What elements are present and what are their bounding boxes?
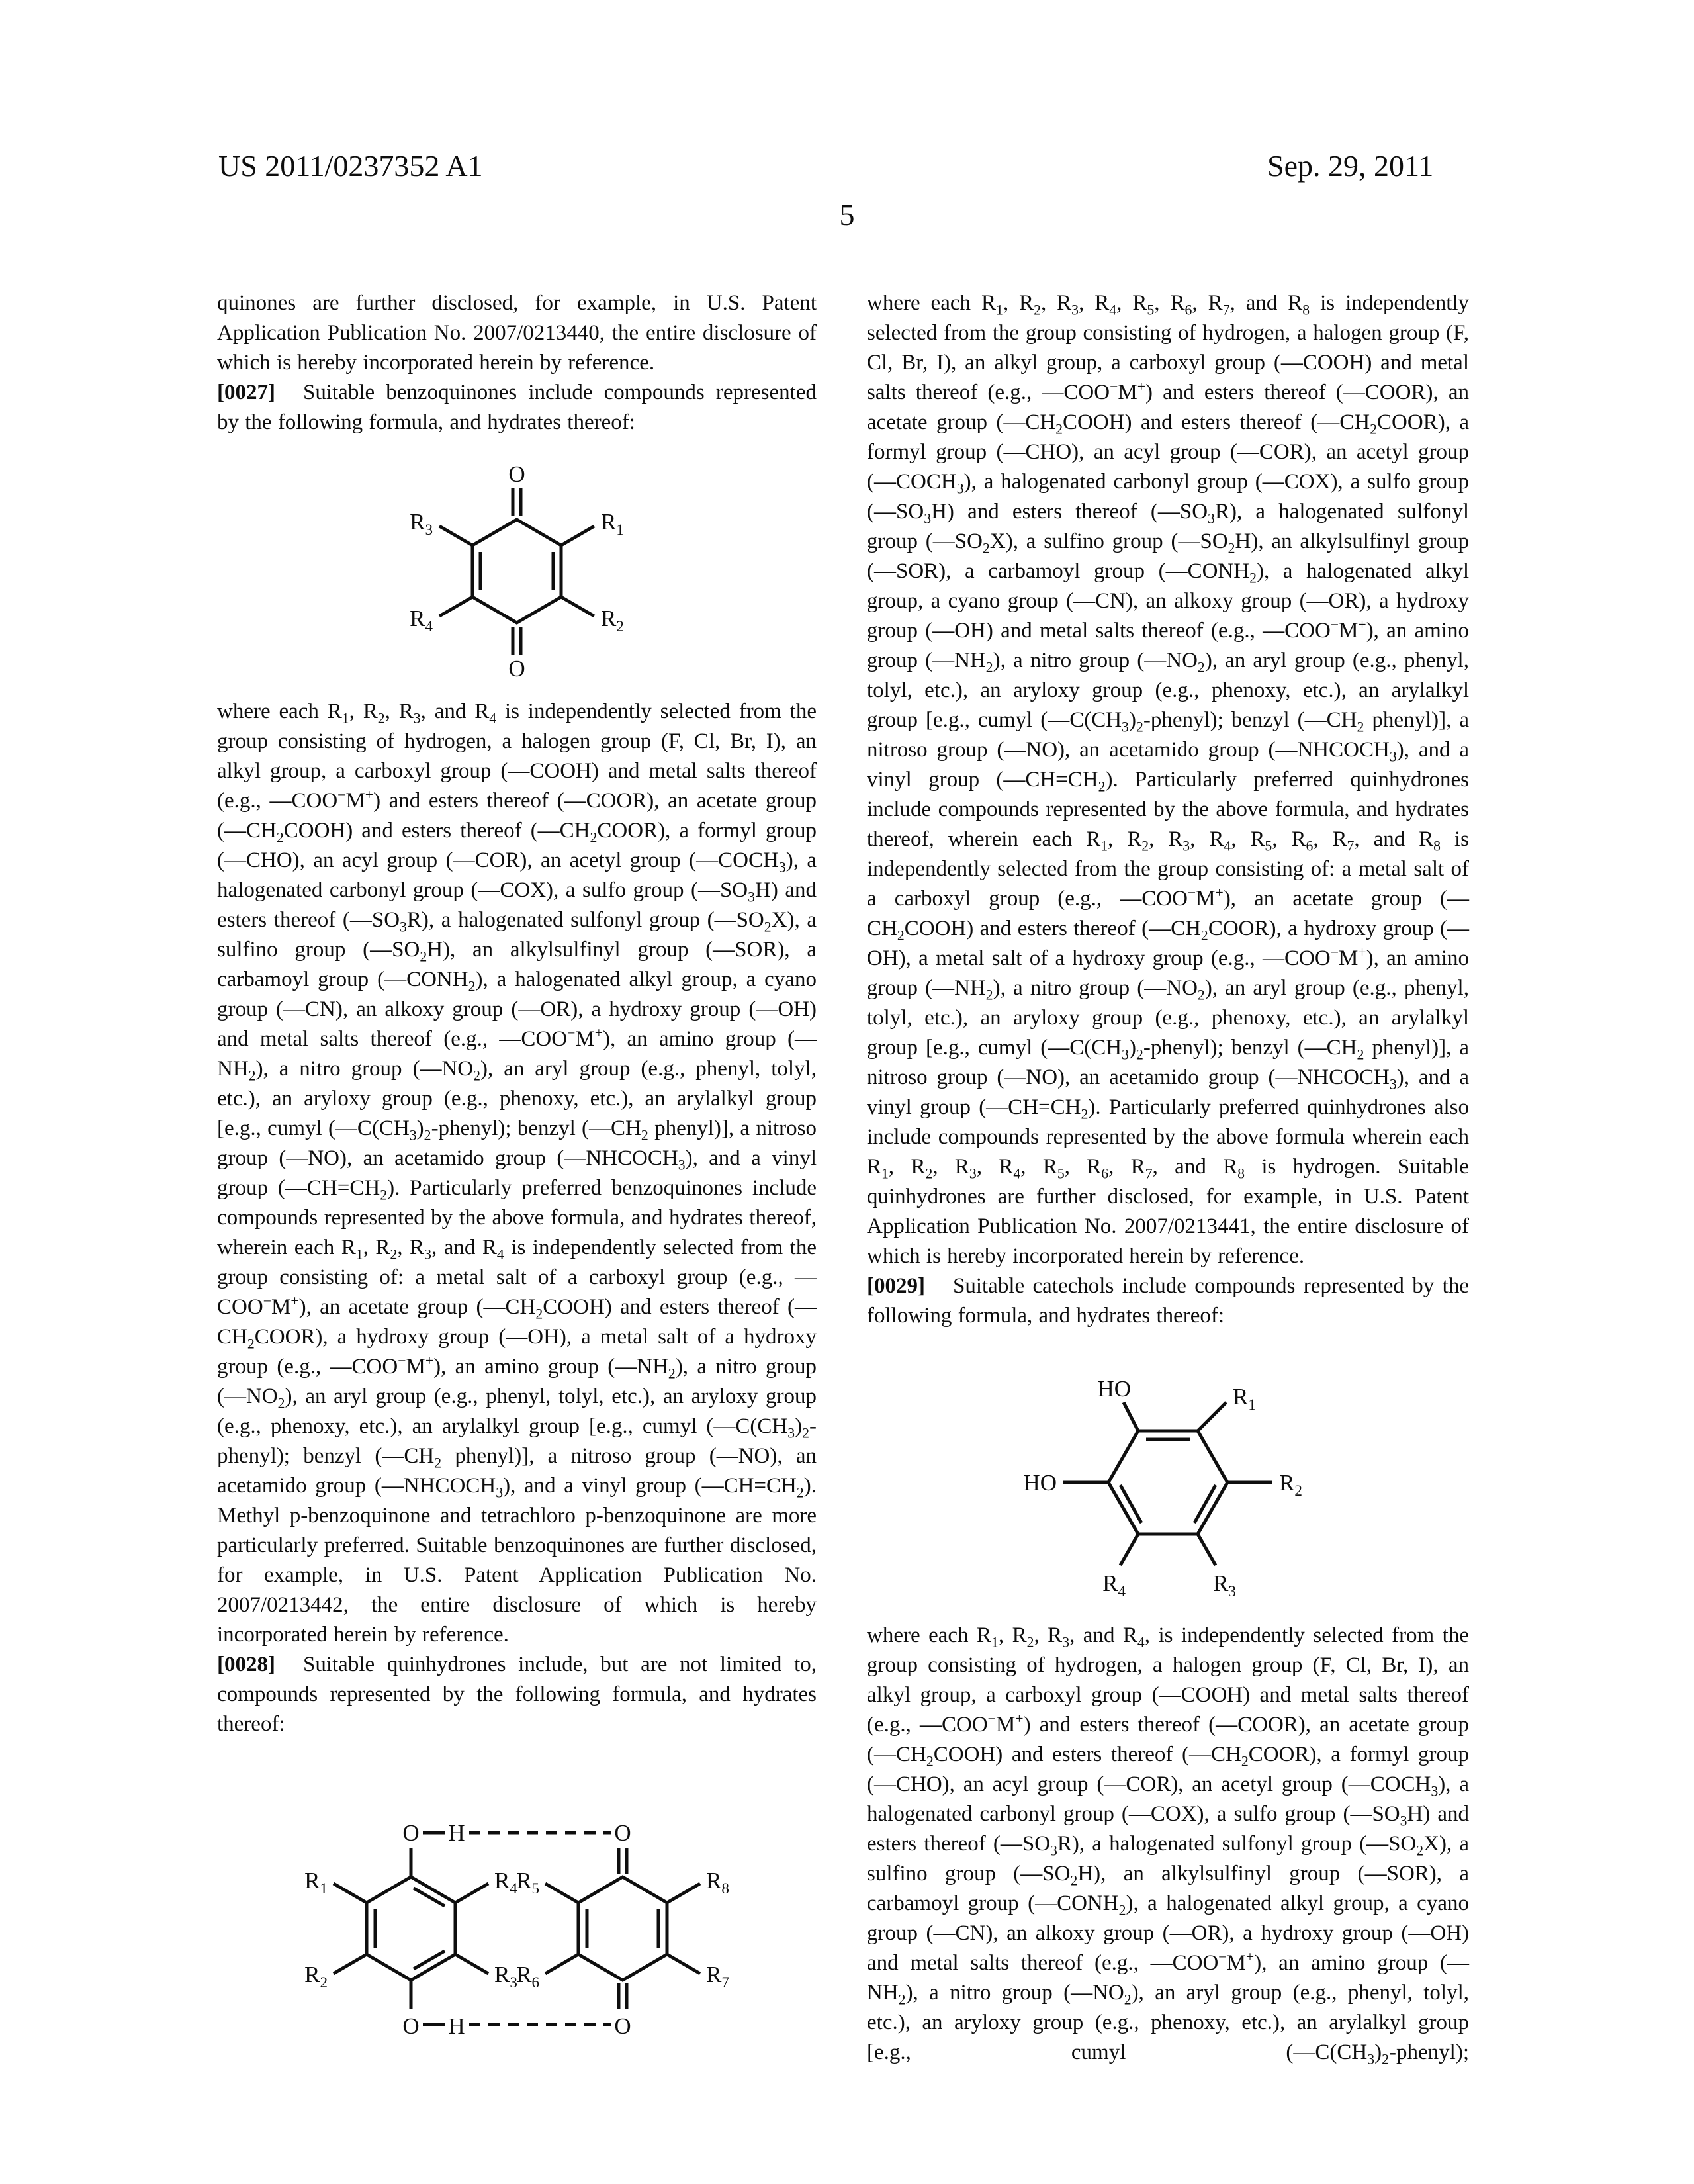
substituent-label-r1: $R_1$ — [601, 509, 624, 538]
paragraph-substituents-benzoquinone: where each $R_1$, $R_2$, $R_3$, and $R_4$ is independently selected from the group consisting of hydrogen, a halogen group (F, Cl, Br, I), an alkyl group, a carboxyl group (—COOH) and metal salts thereof (e.g., —COO−M+) and esters thereof (—COOR), an acetate group $(—CH_2COOH)$ and esters thereof $(—CH_2COOR)$, a formyl group (—CHO), an acyl group (—COR), an acetyl group $(—COCH_3)$, a halogenated carbonyl group (—COX), a sulfo group $(—SO_3H)$ and esters thereof $(—SO_3R)$, a halogenated sulfonyl group $(—SO_2X)$, a sulfino group $(—SO_2H)$, an alkylsulfinyl group (—SOR), a carbamoyl group $(—CONH_2)$, a halogenated alkyl group, a cyano group (—CN), an alkoxy group (—OR), a hydroxy group (—OH) and metal salts thereof (e.g., —COO−M+), an amino group $(—NH_2)$, a nitro group $(—NO_2)$, an aryl group (e.g., phenyl, tolyl, etc.), an aryloxy group (e.g., phenoxy, etc.), an arylalkyl group [e.g., cumyl $(—C(CH_3)_2-phenyl)$; benzyl ($—CH_2$ phenyl)], a nitroso group (—NO), an acetamido group $(—NHCOCH_3)$, and a vinyl group $(—CH=CH_2)$. Particularly preferred benzoquinones include compounds represented by the above formula, and hydrates thereof, wherein each $R_1$, $R_2$, $R_3$, and $R_4$ is independently selected from the group consisting of: a metal salt of a carboxyl group (e.g., —COO−M+), an acetate group $(—CH_2COOH)$ and esters thereof $(—CH_2COOR)$, a hydroxy group (—OH), a metal salt of a hydroxy group (e.g., —COO−M+), an amino group $(—NH_2)$, a nitro group $(—NO_2)$, an aryl group (e.g., phenyl, tolyl, etc.), an aryloxy group (e.g., phenoxy, etc.), an arylalkyl group [e.g., cumyl $(—C(CH_3)_2-phenyl)$; benzyl ($—CH_2$ phenyl)], a nitroso group (—NO), an acetamido group $(—NHCOCH_3)$, and a vinyl group $(—CH=CH_2)$. Methyl p-benzoquinone and tetrachloro p-benzoquinone are more particularly preferred. Suitable benzoquinones are further disclosed, for example, in U.S. Patent Application Publication No. 2007/0213442, the entire disclosure of which is hereby incorporated herein by reference. — [217, 700, 817, 1647]
substituent-label-r5: $R_5$ — [516, 1868, 539, 1897]
quinhydrone-skeleton — [285, 1770, 748, 2065]
left-column — [217, 289, 817, 2078]
substituent-label-r2: $R_2$ — [601, 606, 624, 635]
substituent-label-r1: $R_1$ — [1233, 1384, 1256, 1413]
oxygen-label-bottom-left: O — [402, 2013, 420, 2039]
paragraph-text: Suitable quinhydrones include, but are not limited to, compounds represented by the following formula, and hydrates thereof: — [217, 1653, 817, 1736]
paragraph-0027 — [217, 378, 817, 437]
paragraph-number: [0028] — [217, 1653, 275, 1676]
benzoquinone-structure — [378, 456, 656, 684]
oxygen-label-top: O — [508, 461, 525, 487]
paragraph-0029 — [867, 1271, 1469, 1331]
oxygen-label-bottom: O — [508, 656, 525, 682]
oxygen-label-bottom-right: O — [614, 2013, 631, 2039]
paragraph-text: Suitable benzoquinones include compounds represented by the following formula, and hydrates thereof: — [217, 381, 817, 434]
right-column — [867, 289, 1469, 2068]
paragraph-0028 — [217, 1650, 817, 1739]
substituent-label-r4: $R_4$ — [494, 1868, 517, 1897]
paragraph-number: [0029] — [867, 1274, 925, 1298]
substituent-label-r4: $R_4$ — [1102, 1570, 1126, 1600]
quinhydrone-structure — [285, 1770, 748, 2065]
substituent-label-r6: $R_6$ — [516, 1962, 539, 1991]
paragraph-substituents-quinhydrone: where each $R_1$, $R_2$, $R_3$, $R_4$, $R_5$, $R_6$, $R_7$, and $R_8$ is independently selected from the group consisting of hydrogen, a halogen group (F, Cl, Br, I), an alkyl group, a carboxyl group (—COOH) and metal salts thereof (e.g., —COO−M+) and esters thereof (—COOR), an acetate group $(—CH_2COOH)$ and esters thereof $(—CH_2COOR)$, a formyl group (—CHO), an acyl group (—COR), an acetyl group $(—COCH_3)$, a halogenated carbonyl group (—COX), a sulfo group $(—SO_3H)$ and esters thereof $(—SO_3R)$, a halogenated sulfonyl group $(—SO_2X)$, a sulfino group $(—SO_2H)$, an alkylsulfinyl group (—SOR), a carbamoyl group $(—CONH_2)$, a halogenated alkyl group, a cyano group (—CN), an alkoxy group (—OR), a hydroxy group (—OH) and metal salts thereof (e.g., —COO−M+), an amino group $(—NH_2)$, a nitro group $(—NO_2)$, an aryl group (e.g., phenyl, tolyl, etc.), an aryloxy group (e.g., phenoxy, etc.), an arylalkyl group [e.g., cumyl $(—C(CH_3)_2-phenyl)$; benzyl ($—CH_2$ phenyl)], a nitroso group (—NO), an acetamido group $(—NHCOCH_3)$, and a vinyl group $(—CH=CH_2)$. Particularly preferred quinhydrones include compounds represented by the above formula, and hydrates thereof, wherein each $R_1$, $R_2$, $R_3$, $R_4$, $R_5$, $R_6$, $R_7$, and $R_8$ is independently selected from the group consisting of: a metal salt of a carboxyl group (e.g., —COO−M+), an acetate group $(—CH_2COOH)$ and esters thereof $(—CH_2COOR)$, a hydroxy group (—OH), a metal salt of a hydroxy group (e.g., —COO−M+), an amino group $(—NH_2)$, a nitro group $(—NO_2)$, an aryl group (e.g., phenyl, tolyl, etc.), an aryloxy group (e.g., phenoxy, etc.), an arylalkyl group [e.g., cumyl $(—C(CH_3)_2-phenyl)$; benzyl ($—CH_2$ phenyl)], a nitroso group (—NO), an acetamido group $(—NHCOCH_3)$, and a vinyl group $(—CH=CH_2)$. Particularly preferred quinhydrones also include compounds represented by the above formula wherein each $R_1$, $R_2$, $R_3$, $R_4$, $R_5$, $R_6$, $R_7$, and $R_8$ is hydrogen. Suitable quinhydrones are further disclosed, for example, in U.S. Patent Application Publication No. 2007/0213441, the entire disclosure of which is hereby incorporated herein by reference. — [867, 291, 1470, 1268]
benzoquinone-skeleton — [378, 456, 656, 684]
substituent-label-r2: $R_2$ — [1279, 1470, 1302, 1499]
substituent-label-r3: $R_3$ — [1213, 1570, 1236, 1600]
substituent-label-r8: $R_8$ — [706, 1868, 729, 1897]
substituent-label-r3: $R_3$ — [410, 509, 433, 538]
paragraph-number: [0027] — [217, 381, 275, 404]
substituent-label-r7: $R_7$ — [706, 1962, 729, 1991]
page-number: 5 — [839, 198, 855, 232]
catechol-structure — [963, 1353, 1373, 1608]
patent-publication-number: US 2011/0237352 A1 — [218, 149, 483, 183]
oxygen-label-top-left: O — [402, 1820, 420, 1846]
hydrogen-label-top: H — [448, 1820, 465, 1846]
paragraph-text: Suitable catechols include compounds represented by the following formula, and hydrates thereof: — [867, 1274, 1469, 1328]
substituent-label-r2: $R_2$ — [304, 1962, 328, 1991]
oxygen-label-top-right: O — [614, 1820, 631, 1846]
publication-date: Sep. 29, 2011 — [1267, 149, 1434, 183]
paragraph-substituents-catechol: where each $R_1$, $R_2$, $R_3$, and $R_4$, is independently selected from the group consisting of hydrogen, a halogen group (F, Cl, Br, I), an alkyl group, a carboxyl group (—COOH) and metal salts thereof (e.g., —COO−M+) and esters thereof (—COOR), an acetate group $(—CH_2COOH)$ and esters thereof $(—CH_2COOR)$, a formyl group (—CHO), an acyl group (—COR), an acetyl group $(—COCH_3)$, a halogenated carbonyl group (—COX), a sulfo group $(—SO_3H)$ and esters thereof $(—SO_3R)$, a halogenated sulfonyl group $(—SO_2X)$, a sulfino group $(—SO_2H)$, an alkylsulfinyl group (—SOR), a carbamoyl group $(—CONH_2)$, a halogenated alkyl group, a cyano group (—CN), an alkoxy group (—OR), a hydroxy group (—OH) and metal salts thereof (e.g., —COO−M+), an amino group $(—NH_2)$, a nitro group $(—NO_2)$, an aryl group (e.g., phenyl, tolyl, etc.), an aryloxy group (e.g., phenoxy, etc.), an arylalkyl group [e.g., cumyl $(—C(CH_3)_2-phenyl)$; — [867, 1623, 1470, 2068]
substituent-label-r4: $R_4$ — [410, 606, 433, 635]
substituent-label-r3: $R_3$ — [494, 1962, 517, 1991]
substituent-label-r1: $R_1$ — [304, 1868, 328, 1897]
hydrogen-label-bottom: H — [448, 2013, 465, 2039]
hydroxyl-label-left: HO — [1023, 1470, 1057, 1496]
paragraph-continuation: quinones are further disclosed, for example, in U.S. Patent Application Publication No. 2007/0213440, the entire disclosure of which is hereby incorporated herein by reference. — [217, 291, 817, 375]
hydroxyl-label-top: HO — [1097, 1376, 1131, 1402]
